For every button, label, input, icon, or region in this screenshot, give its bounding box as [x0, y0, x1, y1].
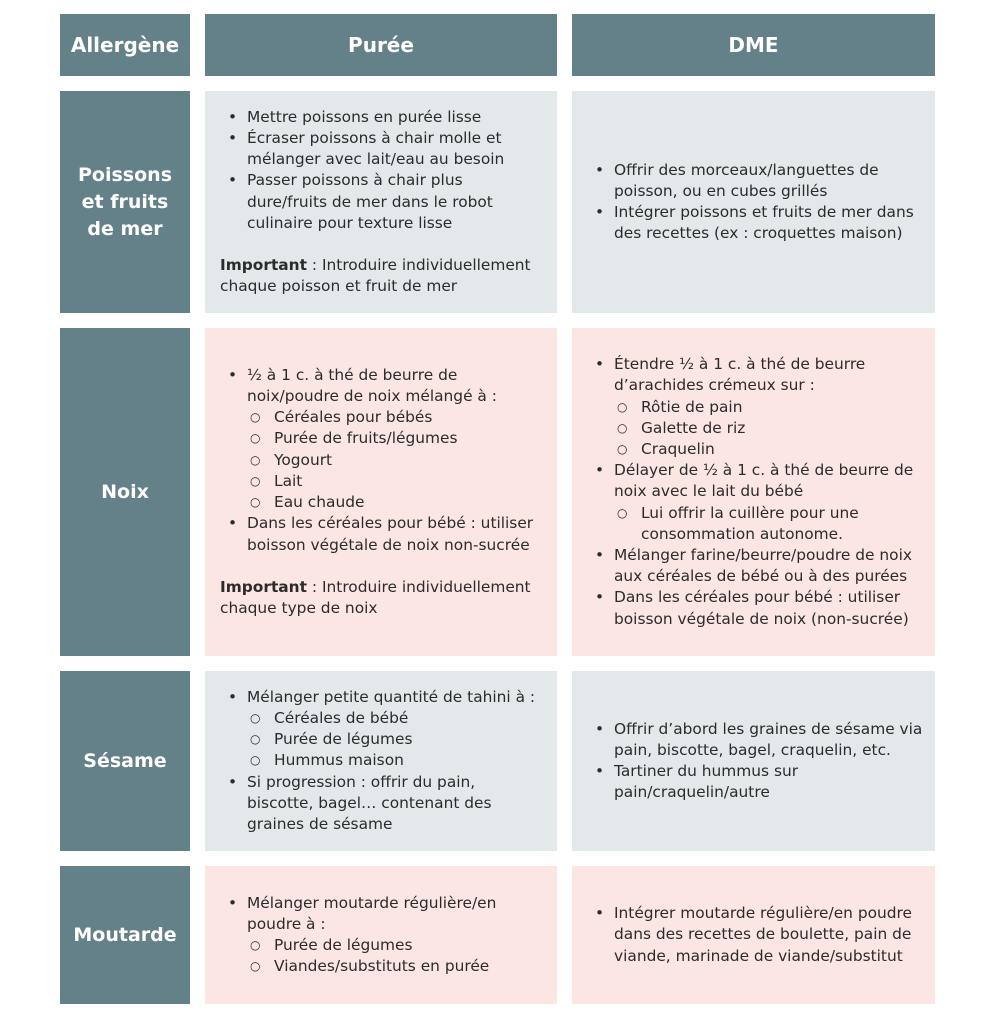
list-item — [587, 460, 923, 545]
bullet-list — [587, 719, 923, 804]
important-text: : Introduire individuellement chaque type de noix — [220, 577, 531, 617]
sub-list-item: ○ Galette de riz — [614, 418, 923, 439]
sub-list — [247, 935, 545, 977]
sub-list — [247, 708, 545, 772]
row-label-moutarde — [60, 866, 190, 1004]
bullet-list — [220, 107, 545, 234]
sub-list-item: ○ Yogourt — [247, 450, 545, 471]
row-label-text: Sésame — [83, 749, 167, 772]
header-dme-label: DME — [728, 33, 779, 57]
sub-list-item: ○ Purée de légumes — [247, 729, 545, 750]
list-item: • Intégrer moutarde régulière/en poudre dans des recettes de boulette, pain de viande, marinade de viande/substitut — [587, 903, 923, 967]
list-item: • Écraser poissons à chair molle et mélanger avec lait/eau au besoin — [220, 128, 545, 170]
header-puree-label: Purée — [348, 33, 414, 57]
list-item: • Tartiner du hummus sur pain/craquelin/autre — [587, 761, 923, 803]
important-text: : Introduire individuellement chaque poisson et fruit de mer — [220, 255, 531, 296]
cell-puree-noix — [205, 328, 557, 656]
important-note — [220, 577, 545, 619]
header-allergene — [60, 14, 190, 76]
cell-puree-poissons — [205, 91, 557, 313]
row-label-text: Poissons et fruits de mer — [78, 163, 172, 240]
list-item — [220, 893, 545, 978]
list-item: • Si progression : offrir du pain, biscotte, bagel… contenant des graines de sésame — [220, 772, 545, 836]
bullet-list — [220, 365, 545, 556]
sub-list — [247, 407, 545, 513]
bullet-list — [220, 893, 545, 978]
sub-list-item: ○ Lait — [247, 471, 545, 492]
sub-list — [614, 503, 923, 545]
row-label-text: Noix — [101, 480, 149, 503]
header-puree — [205, 14, 557, 76]
cell-puree-sesame — [205, 671, 557, 851]
sub-list-item: ○ Purée de légumes — [247, 935, 545, 956]
cell-dme-poissons — [572, 91, 935, 313]
sub-list-item: ○ Purée de fruits/légumes — [247, 428, 545, 449]
list-item: • Dans les céréales pour bébé : utiliser boisson végétale de noix non-sucrée — [220, 513, 545, 555]
row-label-noix — [60, 328, 190, 656]
bullet-list — [220, 687, 545, 835]
sub-list-item: ○ Céréales de bébé — [247, 708, 545, 729]
list-item-text: Mélanger moutarde régulière/en poudre à : — [247, 893, 497, 933]
header-dme — [572, 14, 935, 76]
cell-dme-noix — [572, 328, 935, 656]
sub-list-item: ○ Hummus maison — [247, 750, 545, 771]
cell-dme-moutarde — [572, 866, 935, 1004]
important-label: Important — [220, 577, 308, 596]
bullet-list — [587, 903, 923, 967]
bullet-list — [587, 354, 923, 630]
sub-list-item: ○ Viandes/substituts en purée — [247, 956, 545, 977]
list-item: • Mettre poissons en purée lisse — [220, 107, 545, 128]
row-label-sesame — [60, 671, 190, 851]
sub-list — [614, 397, 923, 461]
list-item-text: Étendre ½ à 1 c. à thé de beurre d’arachides crémeux sur : — [614, 355, 866, 395]
list-item: • Offrir des morceaux/languettes de poisson, ou en cubes grillés — [587, 160, 923, 202]
list-item: • Mélanger farine/beurre/poudre de noix aux céréales de bébé ou à des purées — [587, 545, 923, 587]
sub-list-item: ○ Céréales pour bébés — [247, 407, 545, 428]
list-item: • Offrir d’abord les graines de sésame via pain, biscotte, bagel, craquelin, etc. — [587, 719, 923, 761]
list-item — [220, 687, 545, 772]
list-item-text: ½ à 1 c. à thé de beurre de noix/poudre de noix mélangé à : — [247, 365, 497, 406]
important-note — [220, 255, 545, 297]
sub-list-item: ○ Lui offrir la cuillère pour une consommation autonome. — [614, 503, 923, 545]
list-item-text: Mélanger petite quantité de tahini à : — [247, 687, 536, 706]
list-item: • Intégrer poissons et fruits de mer dans des recettes (ex : croquettes maison) — [587, 202, 923, 244]
list-item — [220, 365, 545, 513]
cell-dme-sesame — [572, 671, 935, 851]
sub-list-item: ○ Craquelin — [614, 439, 923, 460]
cell-puree-moutarde — [205, 866, 557, 1004]
sub-list-item: ○ Eau chaude — [247, 492, 545, 513]
important-label: Important — [220, 255, 308, 274]
sub-list-item: ○ Rôtie de pain — [614, 397, 923, 418]
header-allergene-label: Allergène — [70, 33, 180, 57]
bullet-list — [587, 160, 923, 245]
list-item: • Passer poissons à chair plus dure/fruits de mer dans le robot culinaire pour texture lisse — [220, 170, 545, 234]
row-label-text: Moutarde — [73, 923, 177, 946]
list-item — [587, 354, 923, 460]
list-item: • Dans les céréales pour bébé : utiliser boisson végétale de noix (non-sucrée) — [587, 587, 923, 629]
list-item-text: Délayer de ½ à 1 c. à thé de beurre de noix avec le lait du bébé — [614, 461, 914, 501]
row-label-poissons — [60, 91, 190, 313]
